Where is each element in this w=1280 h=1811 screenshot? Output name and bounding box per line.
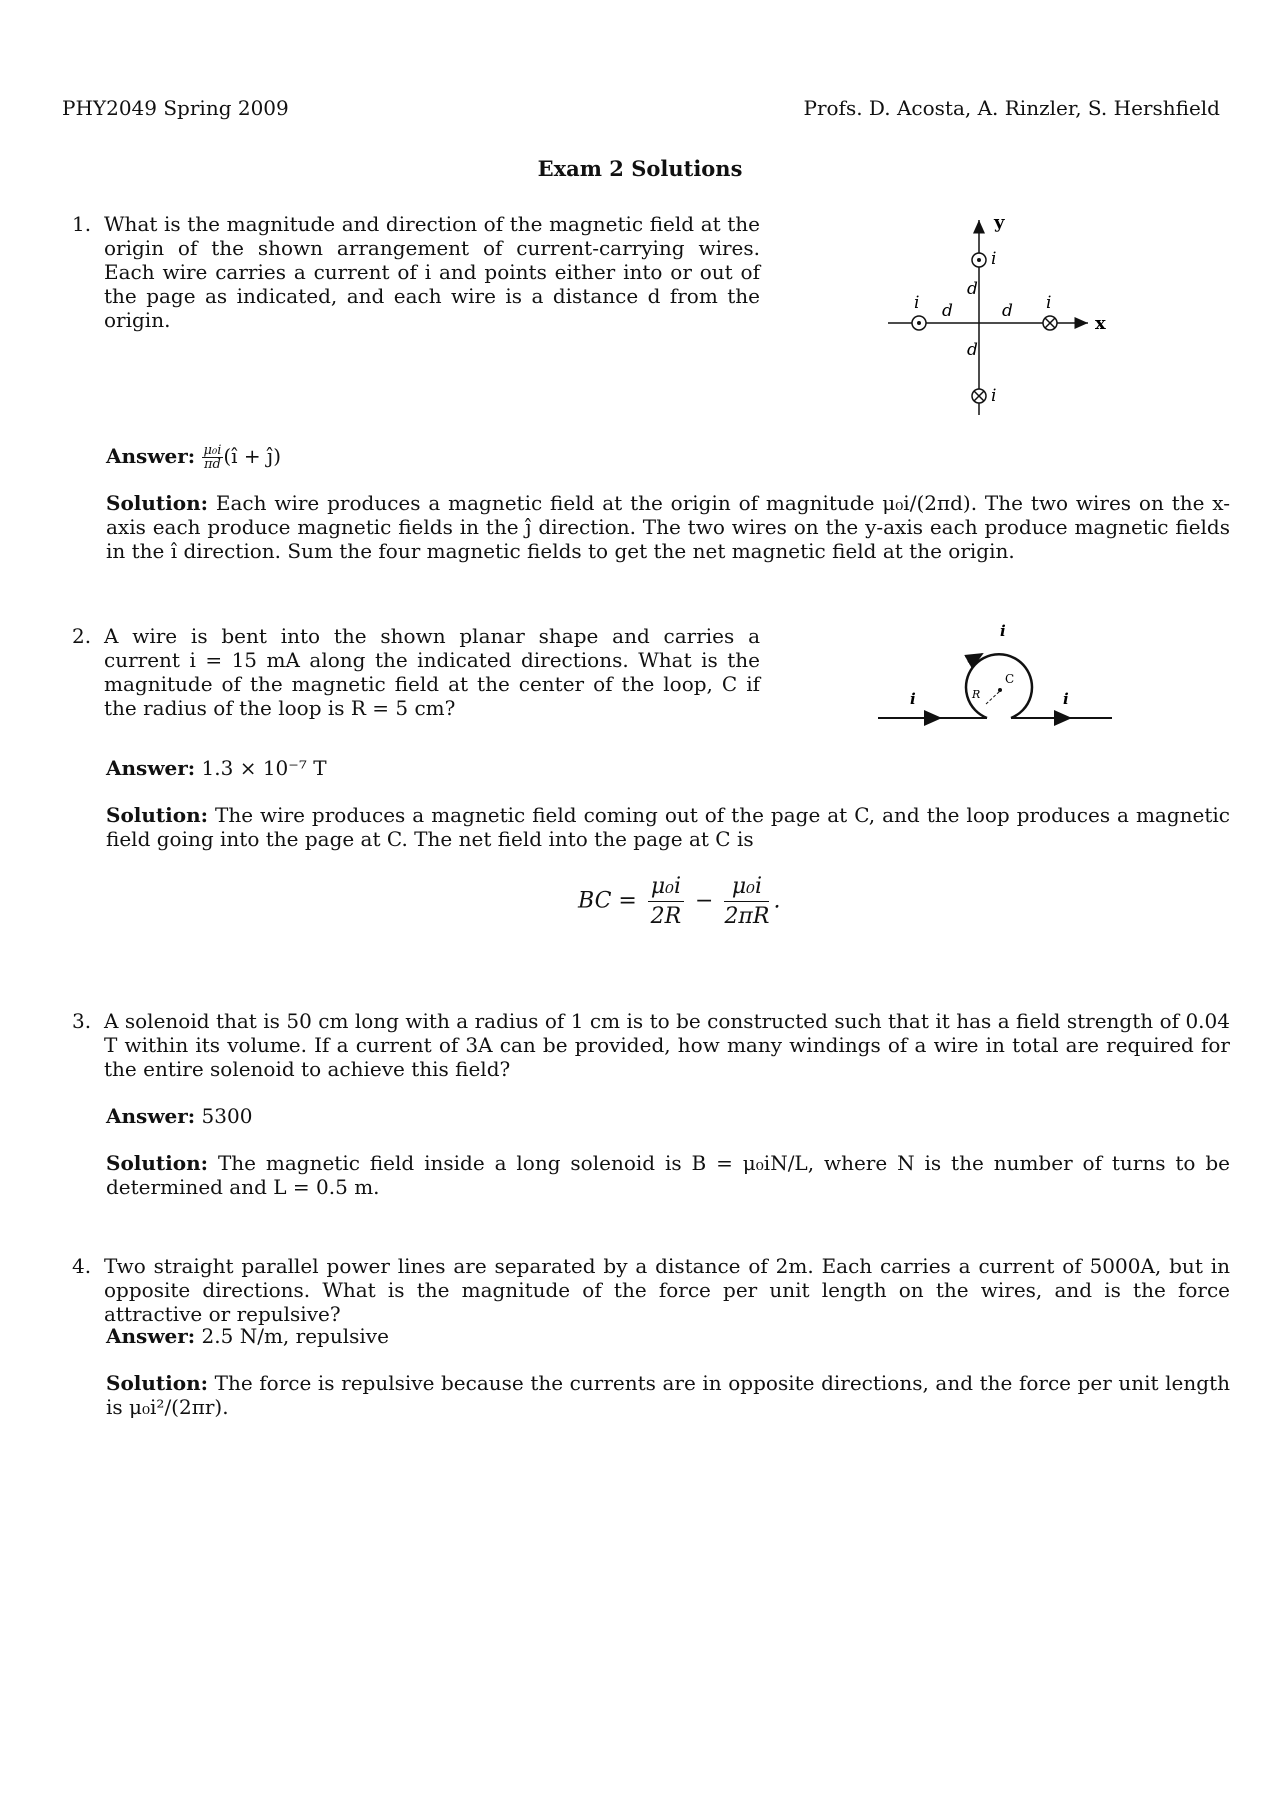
- problem-1-solution: [106, 491, 1230, 563]
- problem-3-solution-label: Solution:: [106, 1151, 209, 1175]
- problem-1-solution-label: Solution:: [106, 491, 209, 515]
- problem-1-answer-den: πd: [204, 457, 221, 472]
- problem-4-question: [72, 1254, 1230, 1326]
- radius-line: [986, 691, 1000, 704]
- problem-2-answer-value: 1.3 × 10⁻⁷ T: [201, 756, 327, 780]
- distance-label-left: d: [942, 301, 953, 321]
- wire-left-dot: [917, 321, 921, 325]
- problem-4-solution: [106, 1371, 1230, 1419]
- problem-2-equation: [578, 874, 780, 929]
- problem-2-solution-label: Solution:: [106, 803, 209, 827]
- wire-right-current: i: [1046, 293, 1052, 313]
- wire-top-dot: [977, 258, 981, 262]
- equation-den-1: 2R: [650, 904, 682, 929]
- center-dot: [998, 688, 1002, 692]
- problem-1-answer-fraction: [202, 444, 224, 471]
- problem-4-solution-text: The force is repulsive because the currents are in opposite directions, and the force per unit length is μ₀i²/(2πr).: [106, 1371, 1230, 1419]
- problem-2-number: 2.: [72, 624, 92, 648]
- problem-1-answer: [106, 444, 281, 471]
- equation-den-2: 2πR: [724, 904, 770, 929]
- problem-3-answer: [106, 1104, 252, 1128]
- problem-2-answer: [106, 756, 327, 780]
- loop-current-label: i: [1000, 622, 1006, 640]
- y-axis-label: y: [994, 212, 1005, 233]
- professors-header: Profs. D. Acosta, A. Rinzler, S. Hershfield: [803, 96, 1220, 120]
- problem-4-answer-label: Answer:: [106, 1324, 196, 1348]
- problem-4-answer: [106, 1324, 389, 1348]
- problem-3-solution: [106, 1151, 1230, 1199]
- problem-2-solution-text: The wire produces a magnetic field coming out of the page at C, and the loop produces a magnetic field going into the page at C. The net field into the page at C is: [106, 803, 1230, 851]
- equation-term-2: [724, 874, 769, 929]
- problem-3-text: A solenoid that is 50 cm long with a radius of 1 cm is to be constructed such that it has a field strength of 0.04 T within its volume. If a current of 3A can be provided, how many windings of a wire in total are required for the entire solenoid to achieve this field?: [104, 1009, 1230, 1081]
- equation-operator: −: [695, 888, 714, 914]
- problem-4-answer-value: 2.5 N/m, repulsive: [201, 1324, 389, 1348]
- problem-2-solution: [106, 803, 1230, 851]
- problem-2-answer-label: Answer:: [106, 756, 196, 780]
- problem-1-figure: [870, 210, 1120, 425]
- problem-2-text: A wire is bent into the shown planar shape and carries a current i = 15 mA along the indicated directions. What is the magnitude of the magnetic field at the center of the loop, C if the radius of the loop is R = 5 cm?: [104, 624, 760, 720]
- problem-4-solution-label: Solution:: [106, 1371, 209, 1395]
- distance-label-right: d: [1002, 301, 1013, 321]
- problem-3-answer-value: 5300: [201, 1104, 253, 1128]
- equation-end: .: [773, 888, 781, 914]
- problem-1-answer-vector: (î + ĵ): [223, 444, 282, 468]
- problem-4-text: Two straight parallel power lines are separated by a distance of 2m. Each carries a current of 5000A, but in opposite directions. What is the magnitude of the force per unit length on the wires, and is the force attractive or repulsive?: [104, 1254, 1230, 1326]
- distance-label-top: d: [967, 279, 978, 299]
- wire-bottom-current: i: [991, 386, 997, 406]
- equation-term-1: [648, 874, 684, 929]
- page-title: Exam 2 Solutions: [537, 156, 743, 181]
- wire-left-current: i: [914, 293, 920, 313]
- x-axis-label: x: [1095, 313, 1106, 334]
- problem-3-answer-label: Answer:: [106, 1104, 196, 1128]
- problem-3-solution-text: The magnetic field inside a long solenoid is B = μ₀iN/L, where N is the number of turns to be determined and L = 0.5 m.: [106, 1151, 1230, 1199]
- problem-2-figure: [870, 612, 1120, 732]
- course-header: PHY2049 Spring 2009: [62, 96, 289, 120]
- wire-top-current: i: [991, 249, 997, 269]
- equation-num-2: μ₀i: [724, 874, 769, 902]
- problem-4-number: 4.: [72, 1254, 92, 1278]
- center-label: C: [1005, 672, 1015, 686]
- problem-1-answer-label: Answer:: [106, 444, 196, 468]
- distance-label-bottom: d: [967, 340, 978, 360]
- right-current-label: i: [1063, 690, 1069, 708]
- problem-1-question: [72, 212, 760, 332]
- equation-num-1: μ₀i: [648, 874, 684, 902]
- equation-lhs: BC =: [578, 888, 637, 914]
- problem-1-answer-num: μ₀i: [203, 443, 222, 458]
- problem-1-solution-text: Each wire produces a magnetic field at the origin of magnitude μ₀i/(2πd). The two wires on the x-axis each produce magnetic fields in the ĵ direction. The two wires on the y-axis each produce magnetic fields in the î direction. Sum the four magnetic fields to get the net magnetic field at the origin.: [106, 491, 1230, 563]
- radius-label: R: [972, 688, 981, 701]
- problem-3-question: [72, 1009, 1230, 1081]
- problem-1-number: 1.: [72, 212, 92, 236]
- problem-1-text: What is the magnitude and direction of the magnetic field at the origin of the shown arrangement of current-carrying wires. Each wire carries a current of i and points either into or out of the page as indicated, and each wire is a distance d from the origin.: [104, 212, 760, 332]
- problem-2-question: [72, 624, 760, 720]
- left-current-label: i: [910, 690, 916, 708]
- loop-circle: [966, 654, 1032, 718]
- problem-3-number: 3.: [72, 1009, 92, 1033]
